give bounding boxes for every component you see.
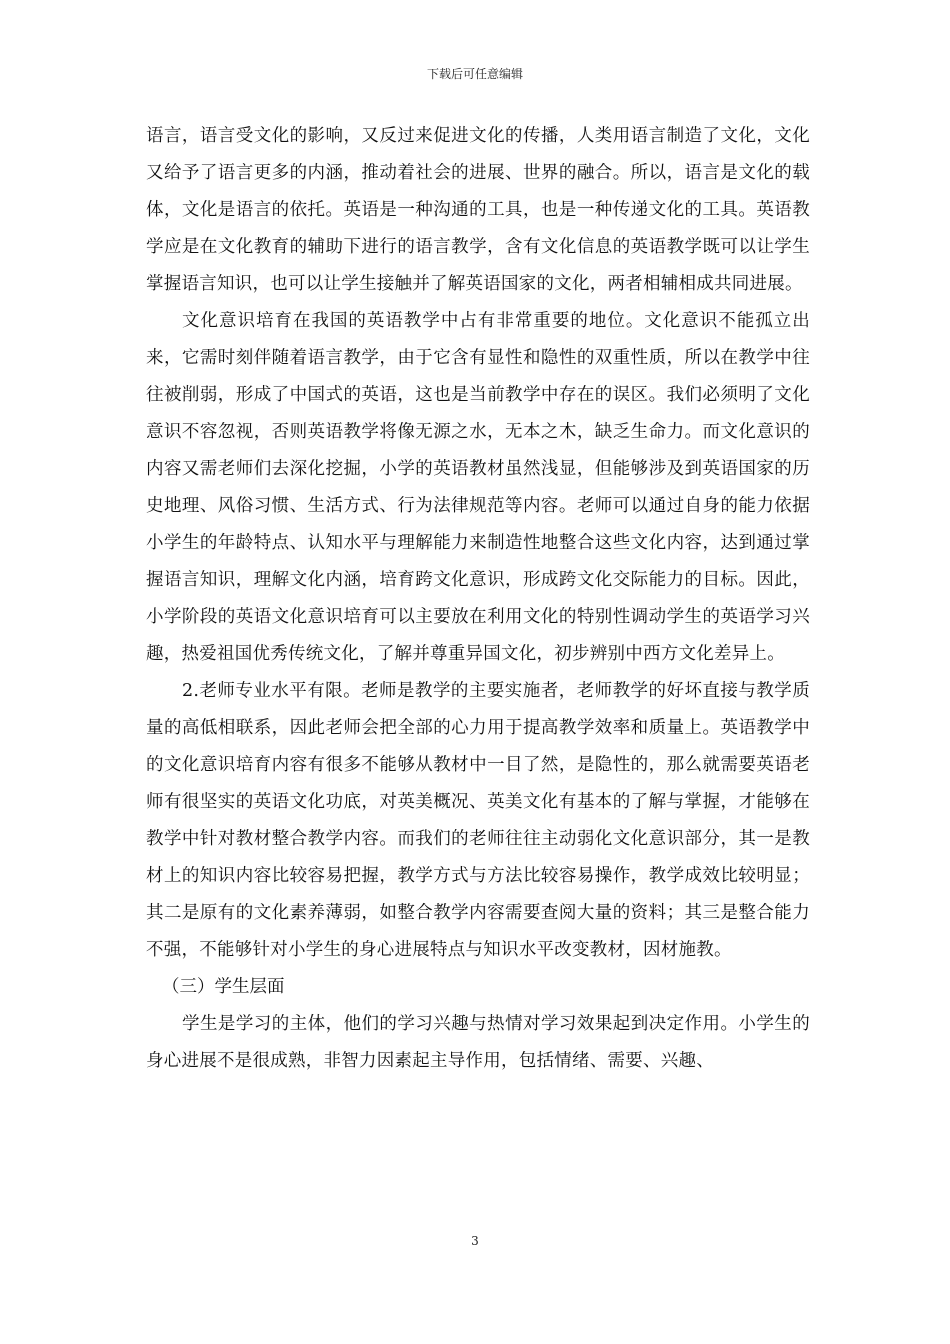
paragraph-cultural-awareness: 文化意识培育在我国的英语教学中占有非常重要的地位。文化意识不能孤立出来，它需时刻伴随着语言教学，由于它含有显性和隐性的双重性质，所以在教学中往往被削弱，形成了中国式的英语，这也是当前教学中存在的误区。我们必须明了文化意识不容忽视，否则英语教学将像无源之水，无本之木，缺乏生命力。而文化意识的内容又需老师们去深化挖掘，小学的英语教材虽然浅显，但能够涉及到英语国家的历史地理、风俗习惯、生活方式、行为法律规范等内容。老师可以通过自身的能力依据小学生的年龄特点、认知水平与理解能力来制造性地整合这些文化内容，达到通过掌握语言知识，理解文化内涵，培育跨文化意识，形成跨文化交际能力的目标。因此，小学阶段的英语文化意识培育可以主要放在利用文化的特别性调动学生的英语学习兴趣，热爱祖国优秀传统文化，了解并尊重异国文化，初步辨别中西方文化差异上。 (146, 311, 810, 664)
paragraph-teacher-level: 2.老师专业水平有限。老师是教学的主要实施者，老师教学的好坏直接与教学质量的高低相联系，因此老师会把全部的心力用于提高教学效率和质量上。英语教学中的文化意识培育内容有很多不能够从教材中一目了然，是隐性的，那么就需要英语老师有很坚实的英语文化功底，对英美概况、英美文化有基本的了解与掌握，才能够在教学中针对教材整合教学内容。而我们的老师往往主动弱化文化意识部分，其一是教材上的知识内容比较容易把握，教学方式与方法比较容易操作，教学成效比较明显；其二是原有的文化素养薄弱，如整合教学内容需要查阅大量的资料；其三是整合能力不强，不能够针对小学生的身心进展特点与知识水平改变教材，因材施教。 (146, 681, 810, 960)
page-header: 下载后可任意编辑 (426, 67, 523, 81)
document-body (146, 118, 810, 1080)
paragraph-student-level: 学生是学习的主体，他们的学习兴趣与热情对学习效果起到决定作用。小学生的身心进展不是很成熟，非智力因素起主导作用，包括情绪、需要、兴趣、 (146, 1014, 810, 1071)
page-number: 3 (471, 1234, 479, 1248)
paragraph-language-culture: 语言，语言受文化的影响，又反过来促进文化的传播，人类用语言制造了文化，文化又给予了语言更多的内涵，推动着社会的进展、世界的融合。所以，语言是文化的载体，文化是语言的依托。英语是一种沟通的工具，也是一种传递文化的工具。英语教学应是在文化教育的辅助下进行的语言教学，含有文化信息的英语教学既可以让学生掌握语言知识，也可以让学生接触并了解英语国家的文化，两者相辅相成共同进展。 (146, 126, 810, 294)
section-heading-student: （三）学生层面 (162, 977, 285, 997)
